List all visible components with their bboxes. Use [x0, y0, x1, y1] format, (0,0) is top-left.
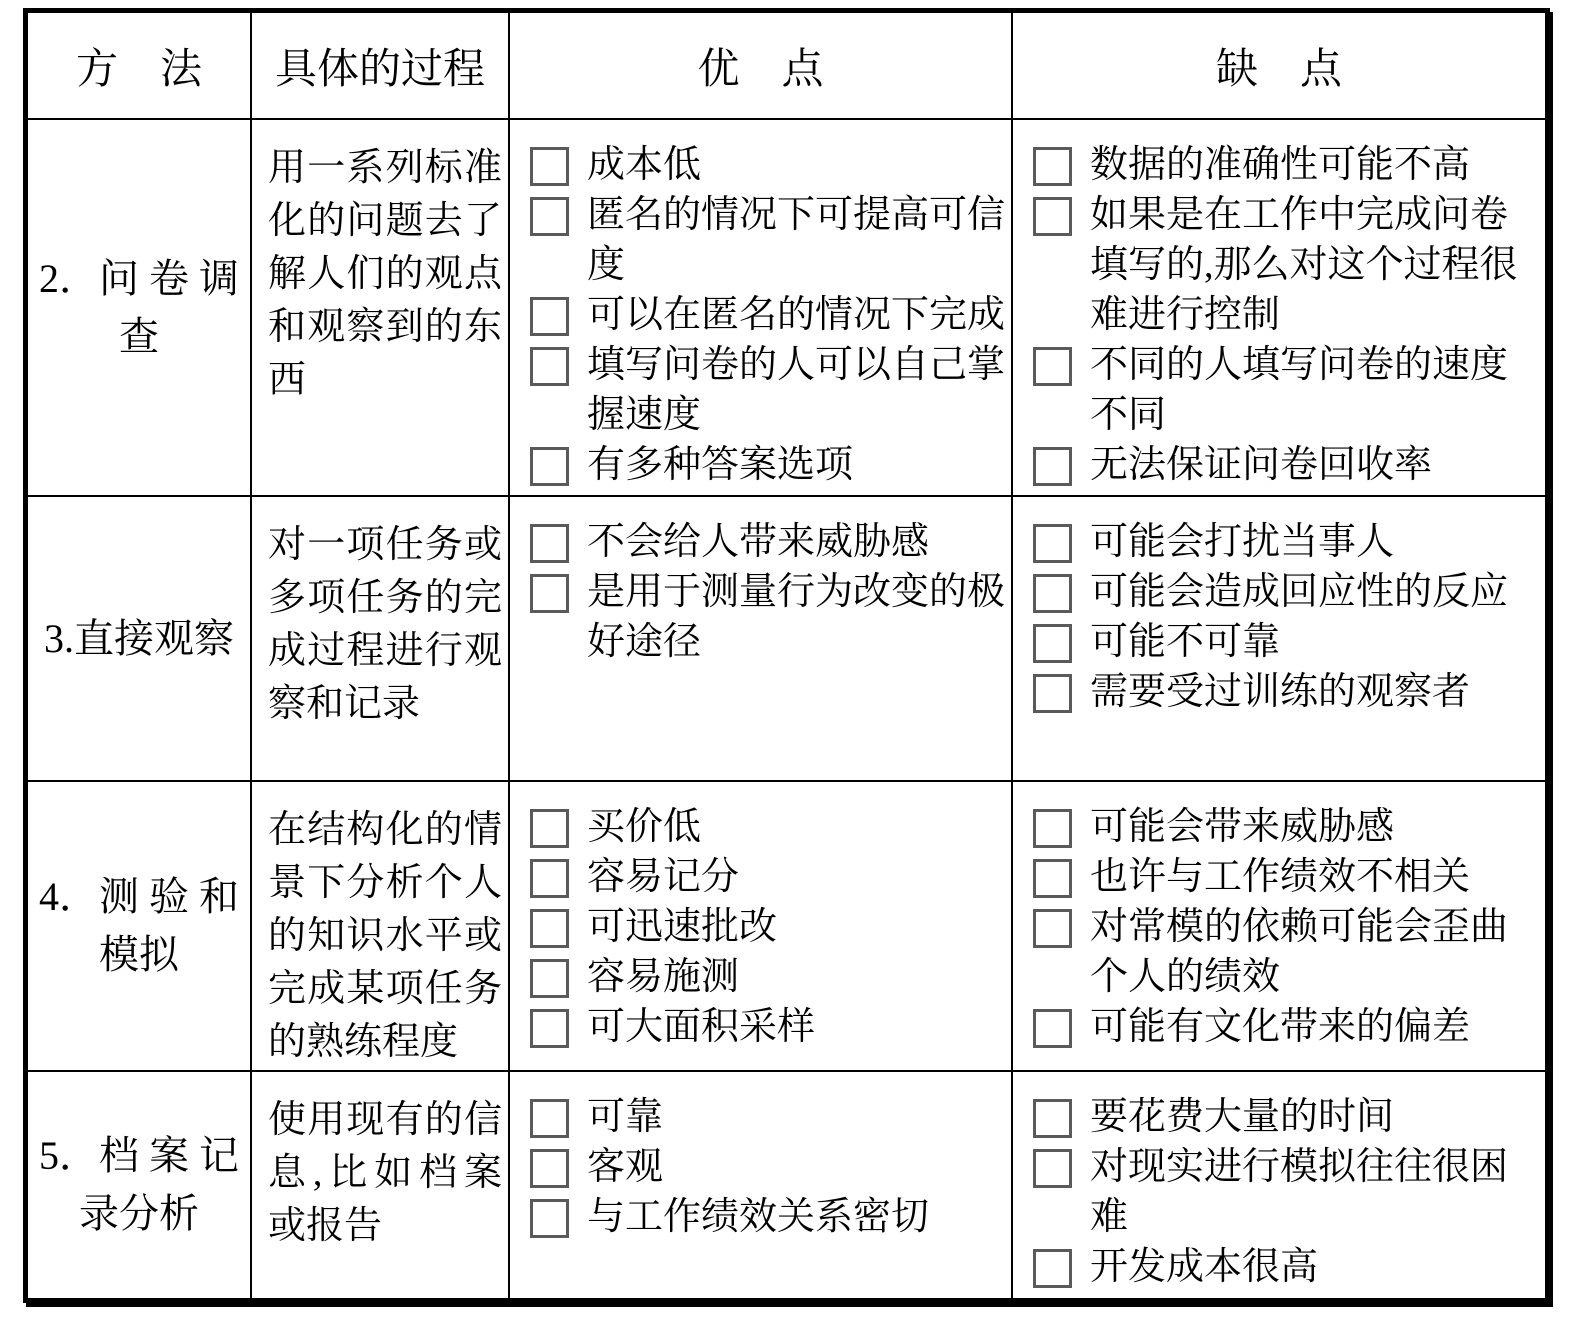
method-cell	[28, 782, 252, 1072]
item-text: 可能会打扰当事人	[1090, 521, 1395, 563]
method-label-line: 模拟	[99, 932, 179, 977]
checkbox-icon	[530, 147, 569, 186]
item-text: 对现实进行模拟往往很困难	[1090, 1146, 1509, 1238]
checkbox-icon	[1033, 1099, 1072, 1138]
item-text: 如果是在工作中完成问卷填写的,那么对这个过程很难进行控制	[1090, 194, 1518, 336]
method-label-line: 4．测 验 和	[39, 874, 239, 919]
method-cell	[28, 497, 252, 782]
list-item	[530, 852, 1005, 902]
list-item	[530, 1192, 1005, 1242]
cons-list	[1013, 497, 1545, 782]
checkbox-icon	[530, 1099, 569, 1138]
method-cell	[28, 1072, 252, 1298]
header-label: 方 法	[75, 46, 202, 93]
method-label-line: 3.直接观察	[44, 615, 234, 661]
checkbox-icon	[1033, 524, 1072, 563]
checkbox-icon	[1033, 147, 1072, 186]
checkbox-icon	[1033, 1009, 1072, 1048]
checkbox-icon	[530, 1199, 569, 1238]
list-item	[530, 290, 1005, 340]
list-item	[1033, 617, 1539, 667]
checkbox-icon	[530, 574, 569, 613]
list-item	[1033, 140, 1539, 190]
checkbox-icon	[1033, 859, 1072, 898]
process-text: 对一项任务或多项任务的完成过程进行观察和记录	[268, 524, 502, 725]
process-text: 在结构化的情景下分析个人的知识水平或完成某项任务的熟练程度	[268, 809, 502, 1063]
checkbox-icon	[530, 347, 569, 386]
checkbox-icon	[530, 1149, 569, 1188]
list-item	[1033, 852, 1539, 902]
item-text: 数据的准确性可能不高	[1090, 144, 1471, 186]
checkbox-icon	[1033, 1149, 1072, 1188]
checkbox-icon	[1033, 1249, 1072, 1288]
header-cell-pros	[510, 13, 1013, 120]
header-label: 缺 点	[1215, 46, 1342, 93]
item-text: 可能会造成回应性的反应	[1090, 571, 1509, 613]
item-text: 开发成本很高	[1090, 1246, 1319, 1288]
pros-list	[510, 120, 1013, 497]
item-text: 可靠	[587, 1096, 664, 1138]
checkbox-icon	[1033, 909, 1072, 948]
item-text: 成本低	[587, 144, 702, 186]
list-item	[1033, 340, 1539, 440]
header-cell-cons	[1013, 13, 1545, 120]
list-item	[1033, 440, 1539, 490]
checkbox-icon	[530, 297, 569, 336]
checkbox-icon	[1033, 347, 1072, 386]
checkbox-icon	[530, 809, 569, 848]
header-cell-process	[252, 13, 510, 120]
process-cell	[252, 1072, 510, 1298]
checkbox-icon	[530, 909, 569, 948]
item-text: 不会给人带来威胁感	[587, 521, 930, 563]
item-text: 可迅速批改	[587, 906, 778, 948]
item-text: 无法保证问卷回收率	[1090, 444, 1433, 486]
checkbox-icon	[1033, 574, 1072, 613]
item-text: 不同的人填写问卷的速度不同	[1090, 344, 1509, 436]
item-text: 与工作绩效关系密切	[587, 1196, 930, 1238]
header-label: 具体的过程	[274, 46, 485, 93]
process-text: 使用现有的信息,比如档案或报告	[268, 1099, 502, 1247]
list-item	[1033, 1092, 1539, 1142]
item-text: 是用于测量行为改变的极好途径	[587, 571, 1006, 663]
list-item	[530, 340, 1005, 440]
pros-list	[510, 497, 1013, 782]
list-item	[1033, 1002, 1539, 1052]
method-label-line: 录分析	[79, 1191, 199, 1236]
item-text: 可能不可靠	[1090, 621, 1281, 663]
list-item	[1033, 1142, 1539, 1242]
item-text: 可能有文化带来的偏差	[1090, 1006, 1471, 1048]
checkbox-icon	[530, 1009, 569, 1048]
list-item	[530, 1002, 1005, 1052]
list-item	[530, 567, 1005, 667]
process-cell	[252, 120, 510, 497]
list-item	[1033, 902, 1539, 1002]
process-cell	[252, 782, 510, 1072]
list-item	[530, 440, 1005, 490]
checkbox-icon	[1033, 197, 1072, 236]
pros-list	[510, 782, 1013, 1072]
checkbox-icon	[1033, 447, 1072, 486]
header-cell-method	[28, 13, 252, 120]
cons-list	[1013, 120, 1545, 497]
item-text: 容易记分	[587, 856, 740, 898]
list-item	[530, 902, 1005, 952]
header-label: 优 点	[697, 46, 824, 93]
item-text: 也许与工作绩效不相关	[1090, 856, 1471, 898]
process-cell	[252, 497, 510, 782]
item-text: 对常模的依赖可能会歪曲个人的绩效	[1090, 906, 1509, 998]
process-text: 用一系列标准化的问题去了解人们的观点和观察到的东西	[268, 147, 502, 401]
checkbox-icon	[1033, 624, 1072, 663]
item-text: 可能会带来威胁感	[1090, 806, 1395, 848]
list-item	[530, 1142, 1005, 1192]
list-item	[1033, 1242, 1539, 1292]
methods-comparison-table	[23, 8, 1550, 1303]
list-item	[1033, 190, 1539, 340]
list-item	[1033, 567, 1539, 617]
list-item	[530, 952, 1005, 1002]
cons-list	[1013, 1072, 1545, 1298]
method-cell	[28, 120, 252, 497]
method-label-line: 2．问 卷 调	[39, 255, 239, 301]
checkbox-icon	[530, 959, 569, 998]
list-item	[530, 140, 1005, 190]
list-item	[530, 1092, 1005, 1142]
cons-list	[1013, 782, 1545, 1072]
list-item	[1033, 802, 1539, 852]
pros-list	[510, 1072, 1013, 1298]
checkbox-icon	[1033, 674, 1072, 713]
item-text: 要花费大量的时间	[1090, 1096, 1395, 1138]
list-item	[530, 190, 1005, 290]
item-text: 买价低	[587, 806, 702, 848]
method-label-line: 查	[119, 313, 159, 359]
item-text: 可以在匿名的情况下完成	[587, 294, 1006, 336]
item-text: 填写问卷的人可以自己掌握速度	[587, 344, 1006, 436]
item-text: 有多种答案选项	[587, 444, 854, 486]
list-item	[1033, 517, 1539, 567]
checkbox-icon	[530, 859, 569, 898]
item-text: 客观	[587, 1146, 664, 1188]
method-label-line: 5．档 案 记	[39, 1133, 239, 1178]
checkbox-icon	[530, 197, 569, 236]
list-item	[530, 802, 1005, 852]
item-text: 匿名的情况下可提高可信度	[587, 194, 1006, 286]
item-text: 需要受过训练的观察者	[1090, 671, 1471, 713]
checkbox-icon	[530, 447, 569, 486]
checkbox-icon	[530, 524, 569, 563]
list-item	[530, 517, 1005, 567]
list-item	[1033, 667, 1539, 717]
item-text: 可大面积采样	[587, 1006, 816, 1048]
checkbox-icon	[1033, 809, 1072, 848]
item-text: 容易施测	[587, 956, 740, 998]
